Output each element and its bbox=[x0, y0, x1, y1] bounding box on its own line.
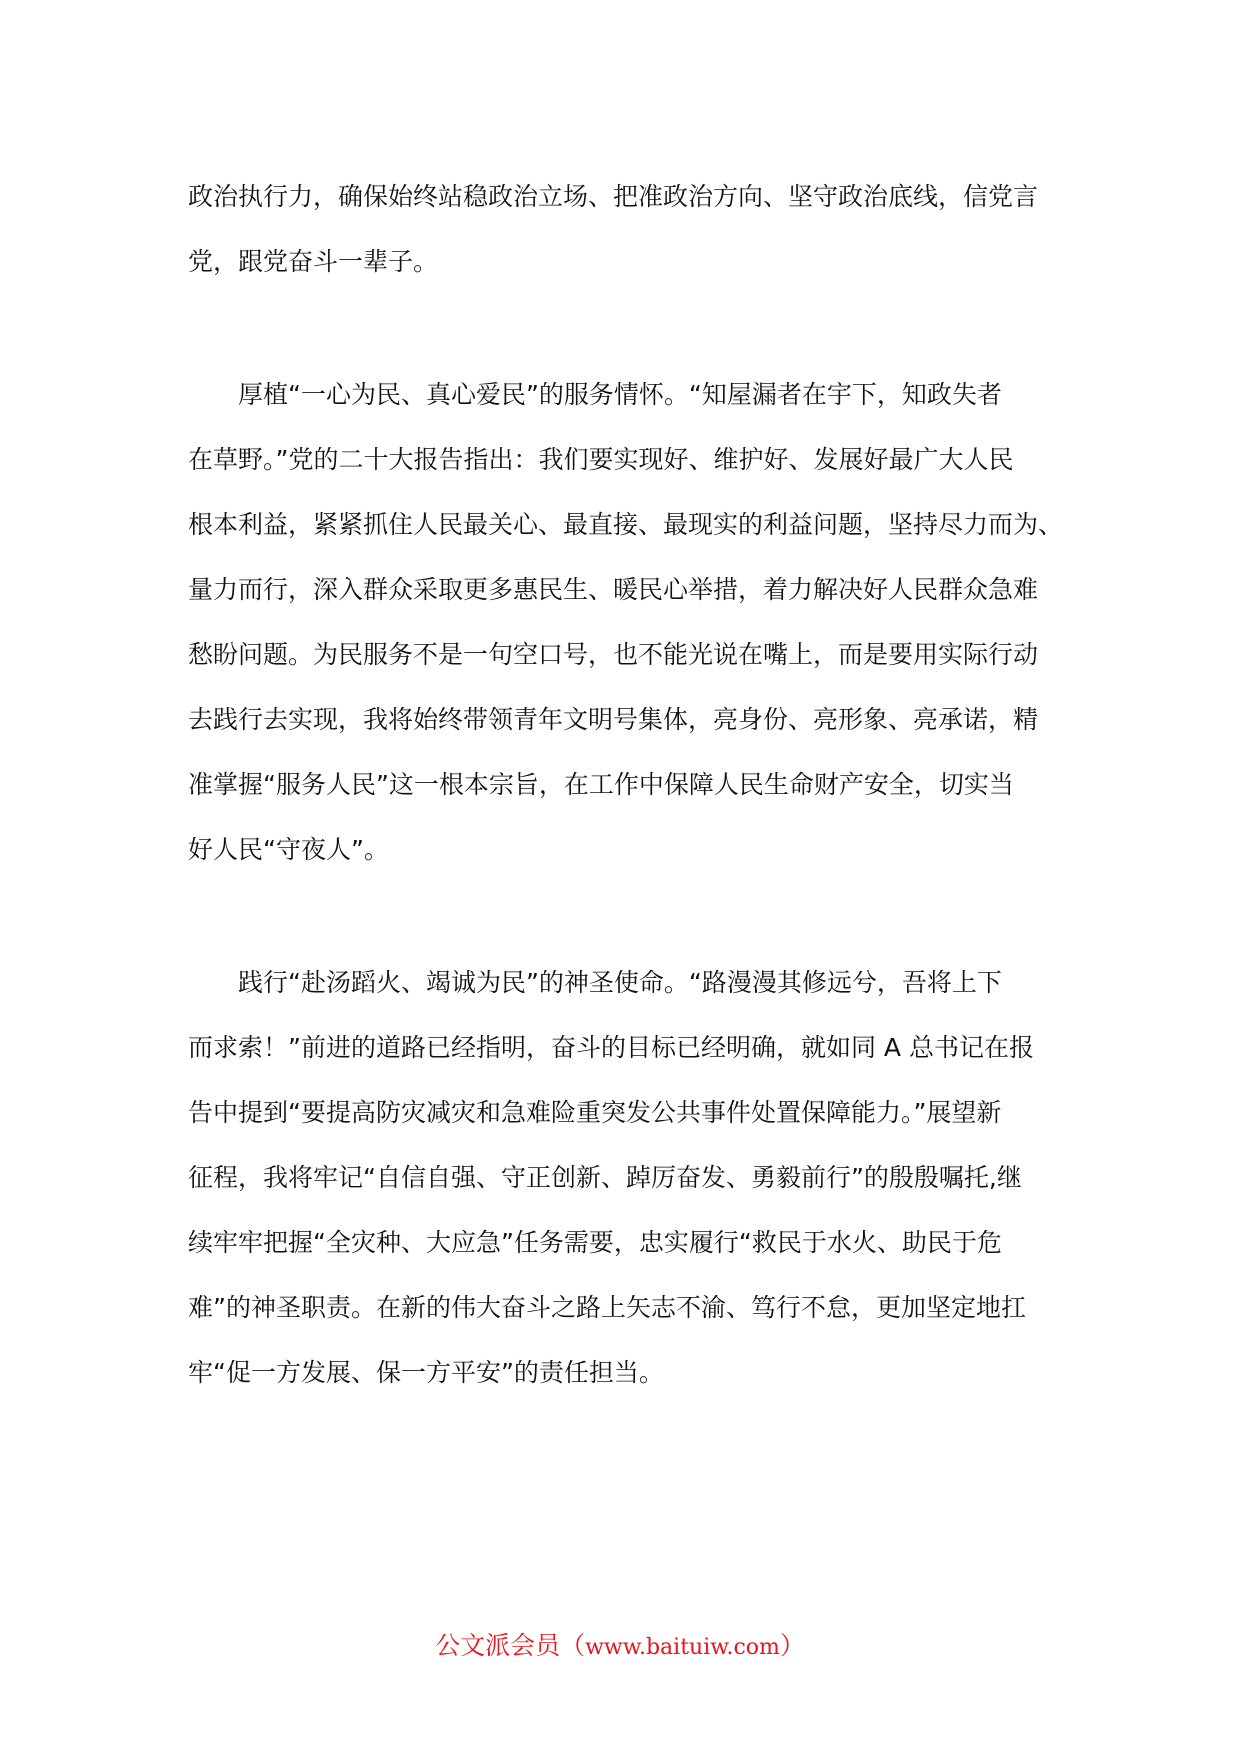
paragraph-line: 好人民“守夜人”。 bbox=[188, 835, 389, 864]
paragraph-line: 告中提到“要提高防灾减灾和急难险重突发公共事件处置保障能力。”展望新 bbox=[188, 1098, 1002, 1127]
paragraph-2 bbox=[188, 362, 1068, 882]
paragraph-line: 根本利益，紧紧抓住人民最关心、最直接、最现实的利益问题，坚持尽力而为、 bbox=[188, 510, 1064, 539]
footer-url-link[interactable]: www.baituiw.com bbox=[585, 1635, 780, 1660]
footer-label: 公文派会员 bbox=[435, 1631, 561, 1660]
paragraph-line: 愁盼问题。为民服务不是一句空口号，也不能光说在嘴上，而是要用实际行动 bbox=[188, 640, 1039, 669]
paragraph-line: 践行“赴汤蹈火、竭诚为民”的神圣使命。“路漫漫其修远兮，吾将上下 bbox=[188, 968, 1002, 997]
paragraph-line: 难”的神圣职责。在新的伟大奋斗之路上矢志不渝、笃行不怠，更加坚定地扛 bbox=[188, 1293, 1026, 1322]
paragraph-line: 准掌握“服务人民”这一根本宗旨，在工作中保障人民生命财产安全，切实当 bbox=[188, 770, 1014, 799]
paragraph-line: 厚植“一心为民、真心爱民”的服务情怀。“知屋漏者在宇下，知政失者 bbox=[188, 380, 1002, 409]
footer-close-paren: ） bbox=[779, 1631, 805, 1660]
paragraph-line: 政治执行力，确保始终站稳政治立场、把准政治方向、坚守政治底线，信党言 bbox=[188, 182, 1039, 211]
paragraph-1 bbox=[188, 164, 1068, 294]
paragraph-line: 党，跟党奋斗一辈子。 bbox=[188, 247, 439, 276]
footer-open-paren: （ bbox=[560, 1631, 586, 1660]
paragraph-line: 牢“促一方发展、保一方平安”的责任担当。 bbox=[188, 1358, 664, 1387]
paragraph-line: 征程，我将牢记“自信自强、守正创新、踔厉奋发、勇毅前行”的殷殷嘱托,继 bbox=[188, 1163, 1022, 1192]
paragraph-line: 在草野。”党的二十大报告指出：我们要实现好、维护好、发展好最广大人民 bbox=[188, 445, 1014, 474]
paragraph-line: 续牢牢把握“全灾种、大应急”任务需要，忠实履行“救民于水火、助民于危 bbox=[188, 1228, 1002, 1257]
footer-watermark bbox=[0, 1626, 1240, 1668]
paragraph-3 bbox=[188, 950, 1068, 1405]
paragraph-line: 量力而行，深入群众采取更多惠民生、暖民心举措，着力解决好人民群众急难 bbox=[188, 575, 1039, 604]
paragraph-line: 去践行去实现，我将始终带领青年文明号集体，亮身份、亮形象、亮承诺，精 bbox=[188, 705, 1039, 734]
paragraph-line: 而求索！”前进的道路已经指明，奋斗的目标已经明确，就如同 A 总书记在报 bbox=[188, 1033, 1034, 1062]
